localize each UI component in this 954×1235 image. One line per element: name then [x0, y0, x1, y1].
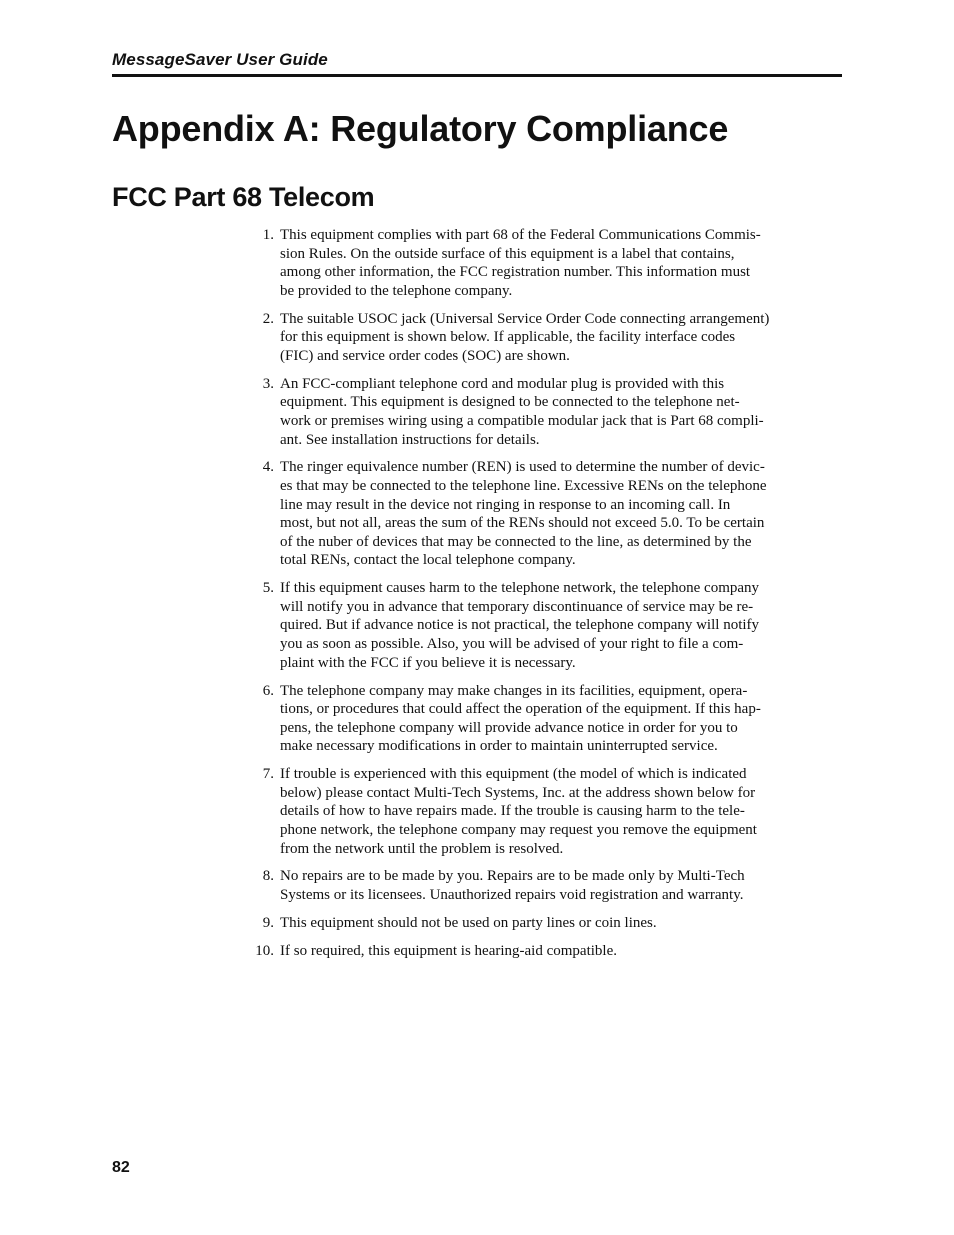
list-item-text: The ringer equivalence number (REN) is used to determine the number of devic- es that may be connected to the telephone line. Excessive RENs on the telephone line may result in the device not ringing in response to an incoming call. In most, but not all, areas the sum of the RENs should not exceed 5.0. To be certain of the nuber of devices that may be connected to the line, as determined by the total RENs, contact the local telephone company.: [280, 459, 767, 569]
list-item: [248, 579, 846, 672]
running-header: MessageSaver User Guide: [112, 50, 328, 69]
list-item-text: The suitable USOC jack (Universal Service Order Code connecting arrangement) for this equipment is shown below. If applicable, the facility interface codes (FIC) and service order codes (SOC) are shown.: [280, 310, 770, 364]
list-item-number: 6.: [262, 682, 274, 699]
list-item-text: The telephone company may make changes in its facilities, equipment, opera- tions, or procedures that could affect the operation of the equipment. If this hap- pens, the telephone company will provide advance notice in order for you to make necessary modifications in order to maintain uninterrupted service.: [280, 682, 761, 755]
list-item-number: 4.: [262, 459, 274, 476]
list-item-text: If trouble is experienced with this equipment (the model of which is indicated below) please contact Multi-Tech Systems, Inc. at the address shown below for details of how to have repairs made. If the trouble is causing harm to the tele- phone network, the telephone company may request you remove the equipment from the network until the problem is resolved.: [280, 766, 757, 857]
header-rule: [112, 74, 842, 77]
list-item-number: 2.: [262, 310, 274, 327]
list-item: [248, 226, 846, 300]
list-item-text: This equipment complies with part 68 of the Federal Communications Commis- sion Rules. On the outside surface of this equipment is a label that contains, among other information, the FCC registration number. This information must be provided to the telephone company.: [280, 227, 761, 299]
list-item-number: 10.: [255, 942, 274, 959]
list-item-text: If so required, this equipment is hearing-aid compatible.: [280, 942, 617, 959]
list-item-number: 8.: [262, 868, 274, 885]
list-item: [248, 682, 846, 756]
list-item-text: This equipment should not be used on party lines or coin lines.: [280, 914, 657, 931]
list-item-number: 5.: [262, 580, 274, 597]
list-item: [248, 914, 846, 933]
list-item-text: An FCC-compliant telephone cord and modular plug is provided with this equipment. This equipment is designed to be connected to the telephone net- work or premises wiring using a compatible modular jack that is Part 68 compli- ant. See installation instructions for details.: [280, 375, 764, 448]
list-item-number: 7.: [262, 766, 274, 783]
list-item-number: 9.: [262, 914, 274, 931]
list-item-number: 3.: [262, 375, 274, 392]
list-item-text: If this equipment causes harm to the telephone network, the telephone company will notify you in advance that temporary discontinuance of service may be re- quired. But if advance notice is not practical, the telephone company will notify you as soon as possible. Also, you will be advised of your right to file a com- plaint with the FCC if you believe it is necessary.: [280, 580, 760, 671]
list-item-text: No repairs are to be made by you. Repairs are to be made only by Multi-Tech Systems or its licensees. Unauthorized repairs void registration and warranty.: [280, 868, 745, 904]
list-item-number: 1.: [262, 227, 274, 243]
fcc-requirements-list: [248, 226, 846, 970]
list-item: [248, 310, 846, 366]
section-title: FCC Part 68 Telecom: [112, 182, 375, 212]
list-item: [248, 942, 846, 961]
page-number: 82: [112, 1159, 130, 1176]
list-item: [248, 765, 846, 858]
chapter-title: Appendix A: Regulatory Compliance: [112, 108, 729, 149]
list-item: [248, 375, 846, 449]
list-item: [248, 867, 846, 904]
list-item: [248, 458, 846, 570]
